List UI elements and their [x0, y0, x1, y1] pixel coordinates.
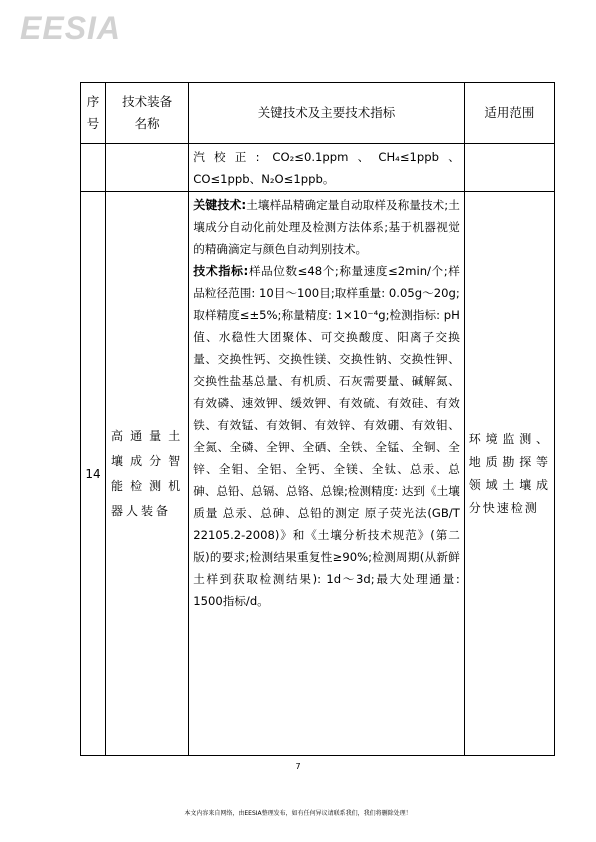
application-scope: 环境监测、地质勘探等领域土壤成分快速检测 [464, 192, 554, 756]
header-name: 技术装备名称 [106, 83, 189, 144]
key-tech-cell [189, 192, 465, 756]
page-number: 7 [295, 762, 301, 771]
header-key-tech: 关键技术及主要技术指标 [189, 83, 465, 144]
equipment-name: 高通量土壤成分智能检测机器人装备 [106, 192, 189, 756]
row-number: 14 [81, 192, 106, 756]
key-tech-text: 土壤样品精确定量自动取样及称量技术;土壤成分自动化前处理及检测方法体系;基于机器视觉的精确滴定与颜色自动判别技术。 [193, 198, 460, 256]
tech-index-label: 技术指标: [193, 264, 249, 278]
footer-disclaimer: 本文内容来自网络，由EESIA整理发布，如有任何异议请联系我们，我们将删除处理！ [184, 810, 412, 817]
continued-text: 汽校正: CO₂≤0.1ppm、CH₄≤1ppb、CO≤1ppb、N₂O≤1ppb。 [189, 144, 465, 192]
table-row-continued [81, 144, 555, 192]
table-header-row [81, 83, 555, 144]
table-row [81, 192, 555, 756]
tech-equipment-table [80, 82, 555, 756]
header-no: 序号 [81, 83, 106, 144]
key-tech-label: 关键技术: [193, 198, 247, 212]
eesia-logo: EESIA [20, 10, 122, 46]
tech-index-text: 样品位数≤48个;称量速度≤2min/个;样品粒径范围: 10目～100目;取样重量: 0.05g～20g;取样精度≤±5%;称量精度: 1×10⁻⁴g;检测指标: pH值、水稳性大团聚体、可交换酸度、阳离子交换量、交换性钙、交换性镁、交换性钠、交换性钾、交换性盐基总量、有机质、石灰需要量、碱解氮、有效磷、速效钾、缓效钾、有效硫、有效硅、有效铁、有效锰、有效铜、有效锌、有效硼、有效钼、全氮、全磷、全钾、全硒、全铁、全锰、全铜、全锌、全钼、全铝、全钙、全镁、全钛、总汞、总砷、总铅、总镉、总铬、总镍;检测精度: 达到《土壤质量 总汞、总砷、总铅的测定 原子荧光法(GB/T 22105.2-2008)》和《土壤分析技术规范》(第二版)的要求;检测结果重复性≥90%;检测周期(从新鲜土样到获取检测结果): 1d～3d;最大处理通量: 1500指标/d。 [193, 264, 460, 608]
header-scope: 适用范围 [464, 83, 554, 144]
